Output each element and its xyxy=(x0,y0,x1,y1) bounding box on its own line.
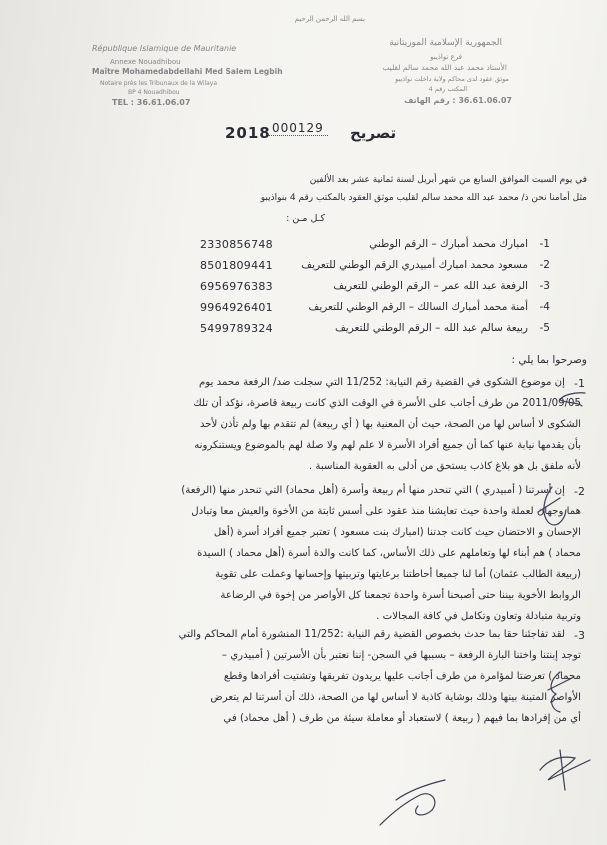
person-number: -5 xyxy=(539,322,550,334)
paragraph-line: الشكوى لا أساس لها من الصحة، حيث أن المعنية بها ( أي ربيعة) لم تتقدم بها ولم تأذن لأحد xyxy=(199,419,581,430)
paragraph-number: -2 xyxy=(574,485,585,498)
paragraph-line: 2011/09/05 من طرف أجانب على الأسرة في الوقت الذي كانت ربيعة قاصرة، نؤكد أن تلك xyxy=(193,398,581,409)
paragraph-line: لأنه ملفق بل هو بلاغ كاذب يستحق من أدلى به العقوبة المناسبة . xyxy=(308,461,581,472)
declaration-heading: وصرحوا بما يلي : xyxy=(511,354,587,366)
signature-scribble-4 xyxy=(396,780,445,800)
person-number: -3 xyxy=(539,280,550,292)
person-national-id: 9964926401 xyxy=(200,301,273,314)
person-national-id: 8501809441 xyxy=(200,259,273,272)
intro-line2: مثل أمامنا نحن ذ/ محمد عبد الله محمد سالم لقليب موثق العقود بالمكتب رقم 4 بنواذيبو xyxy=(260,193,587,203)
paragraph-line: إن موضوع الشكوى في القضية رقم النيابة: 11/252 التي سجلت ضد/ الرفعة محمد يوم xyxy=(198,377,565,388)
paragraph-line: محماد ) تعرضتا لمؤامرة من طرف أجانب عليها يريدون تفريقها وتشتيت أفرادها وقطع xyxy=(223,671,581,682)
person-national-id: 5499789324 xyxy=(200,322,273,335)
paragraph-line: (ربيعة الطالب عثمان) أما لنا جميعا أحاطتنا برعايتها وتربيتها وإحسانها وعملت على تقوية xyxy=(215,569,581,580)
intro-line3: كـل مـن : xyxy=(286,213,325,224)
signature-scribble-1 xyxy=(540,757,590,780)
document-number: 000129 xyxy=(268,121,328,136)
header-right-line5: المكتب رقم 4 xyxy=(428,85,467,93)
header-right-line4: موثق عقود لدى محاكم ولاية داخلت نواذيبو xyxy=(395,75,509,83)
person-label: امبارك محمد أمبارك – الرقم الوطني xyxy=(369,238,528,250)
person-label: الرفعة عبد الله عمر – الرقم الوطني للتعريف xyxy=(333,280,528,292)
header-left-line1: République Islamique de Mauritanie xyxy=(92,44,237,53)
paragraph-line: محماد ) هم أبناء لها وتعاملهم على ذلك الأساس، كما كانت والدة أسرة (أهل محماد ) السيدة xyxy=(196,548,581,559)
header-left-tel: TEL : 36.61.06.07 xyxy=(112,98,191,107)
header-right-line2: فرع نواذيبو xyxy=(430,53,462,61)
document-year: 2018 xyxy=(225,124,271,142)
person-number: -4 xyxy=(539,301,550,313)
paragraph-line: توجد إبنتنا واختنا البارة الرفعة – بسببها في السجن- إننا نعتبر بأن الأسرتين ( أمبيدري – xyxy=(221,650,581,661)
header-right-line3: الأستاذ محمد عبد الله محمد سالم لقليب xyxy=(382,63,507,72)
paragraph-line: إن أسرتنا ( أمبيدري ) التي تنحدر منها أم ربيعة وأسرة (أهل محماد) التي تنحدر منها (الرفعة) xyxy=(181,485,565,496)
paragraph-number: -1 xyxy=(574,377,585,390)
handwritten-mark-1 xyxy=(560,393,585,406)
handwritten-mark-4 xyxy=(551,672,560,712)
document-title: تصريح xyxy=(350,124,397,142)
person-national-id: 2330856748 xyxy=(200,238,273,251)
header-left-line5: BP 4 Nouadhibou xyxy=(128,89,180,96)
person-number: -2 xyxy=(539,259,550,271)
person-label: أمنة محمد أمبارك السالك – الرقم الوطني للتعريف xyxy=(308,301,528,313)
intro-line1: في يوم السبت الموافق السابع من شهر أبريل لسنة ثمانية عشر بعد الألفين xyxy=(309,175,587,185)
paragraph-number: -3 xyxy=(574,629,585,642)
header-left-line4: Notaire près les Tribunaux de la Wilaya xyxy=(100,80,218,87)
signature-scribble-3 xyxy=(380,794,435,825)
paragraph-line: بأن يقدمها نيابة عنها كما أن جميع أفراد الأسرة لا علم لهم ولا صلة لهم بالموضوع ويستنكرونه xyxy=(194,440,581,451)
header-left-line3: Maître Mohamedabdellahi Med Salem Legbih xyxy=(92,67,283,76)
paragraph-line: وتربية متبادلة وتعاون وتكامل في كافة المجالات . xyxy=(376,611,581,622)
header-right-tel: 36.61.06.07 : رقم الهاتف xyxy=(404,96,512,105)
person-number: -1 xyxy=(539,238,550,250)
handwritten-mark-3 xyxy=(538,498,560,512)
paragraph-line: الأواصر المتينة بينها وذلك بوشاية كاذبة لا أساس لها من الصحة، ذلك أن أسرتنا لم يتعرض xyxy=(210,692,581,703)
paragraph-line: الإحسان و الاحتضان حيث كانت جدتنا (امبارك بنت مسعود ) تعتبر جميع أفراد أسرة (أهل xyxy=(213,527,581,538)
person-national-id: 6956976383 xyxy=(200,280,273,293)
paragraph-line: هما وجهان لعملة واحدة حيث تعايشنا منذ عقود على أسس ثابتة من الأخوة والعيش معا وتبادل xyxy=(191,506,581,517)
header-left-line2: Annexe Nouadhibou xyxy=(110,58,181,66)
basmala: بسم الله الرحمن الرحيم xyxy=(294,15,365,23)
header-right-line1: الجمهورية الإسلامية الموريتانية xyxy=(389,38,502,48)
paragraph-line: أي من إفرادها بما فيهم ( ربيعة ) لاستعباد أو معاملة سيئة من طرف ( أهل محماد) في xyxy=(223,713,581,724)
paragraph-line: الروابط الأخوية بيننا حتى أصبحنا أسرة واحدة تجمعنا كل الأواصر من إخوة في الرضاعة xyxy=(220,590,581,601)
person-label: ربيعة سالم عبد الله – الرقم الوطني للتعريف xyxy=(334,322,528,334)
paragraph-line: لقد تفاجئنا حقا بما حدث بخصوص القضية رقم النيابة :11/252 المنشورة أمام المحاكم والتي xyxy=(178,629,565,640)
person-label: مسعود محمد امبارك أمبيدري الرقم الوطني للتعريف xyxy=(301,259,528,271)
